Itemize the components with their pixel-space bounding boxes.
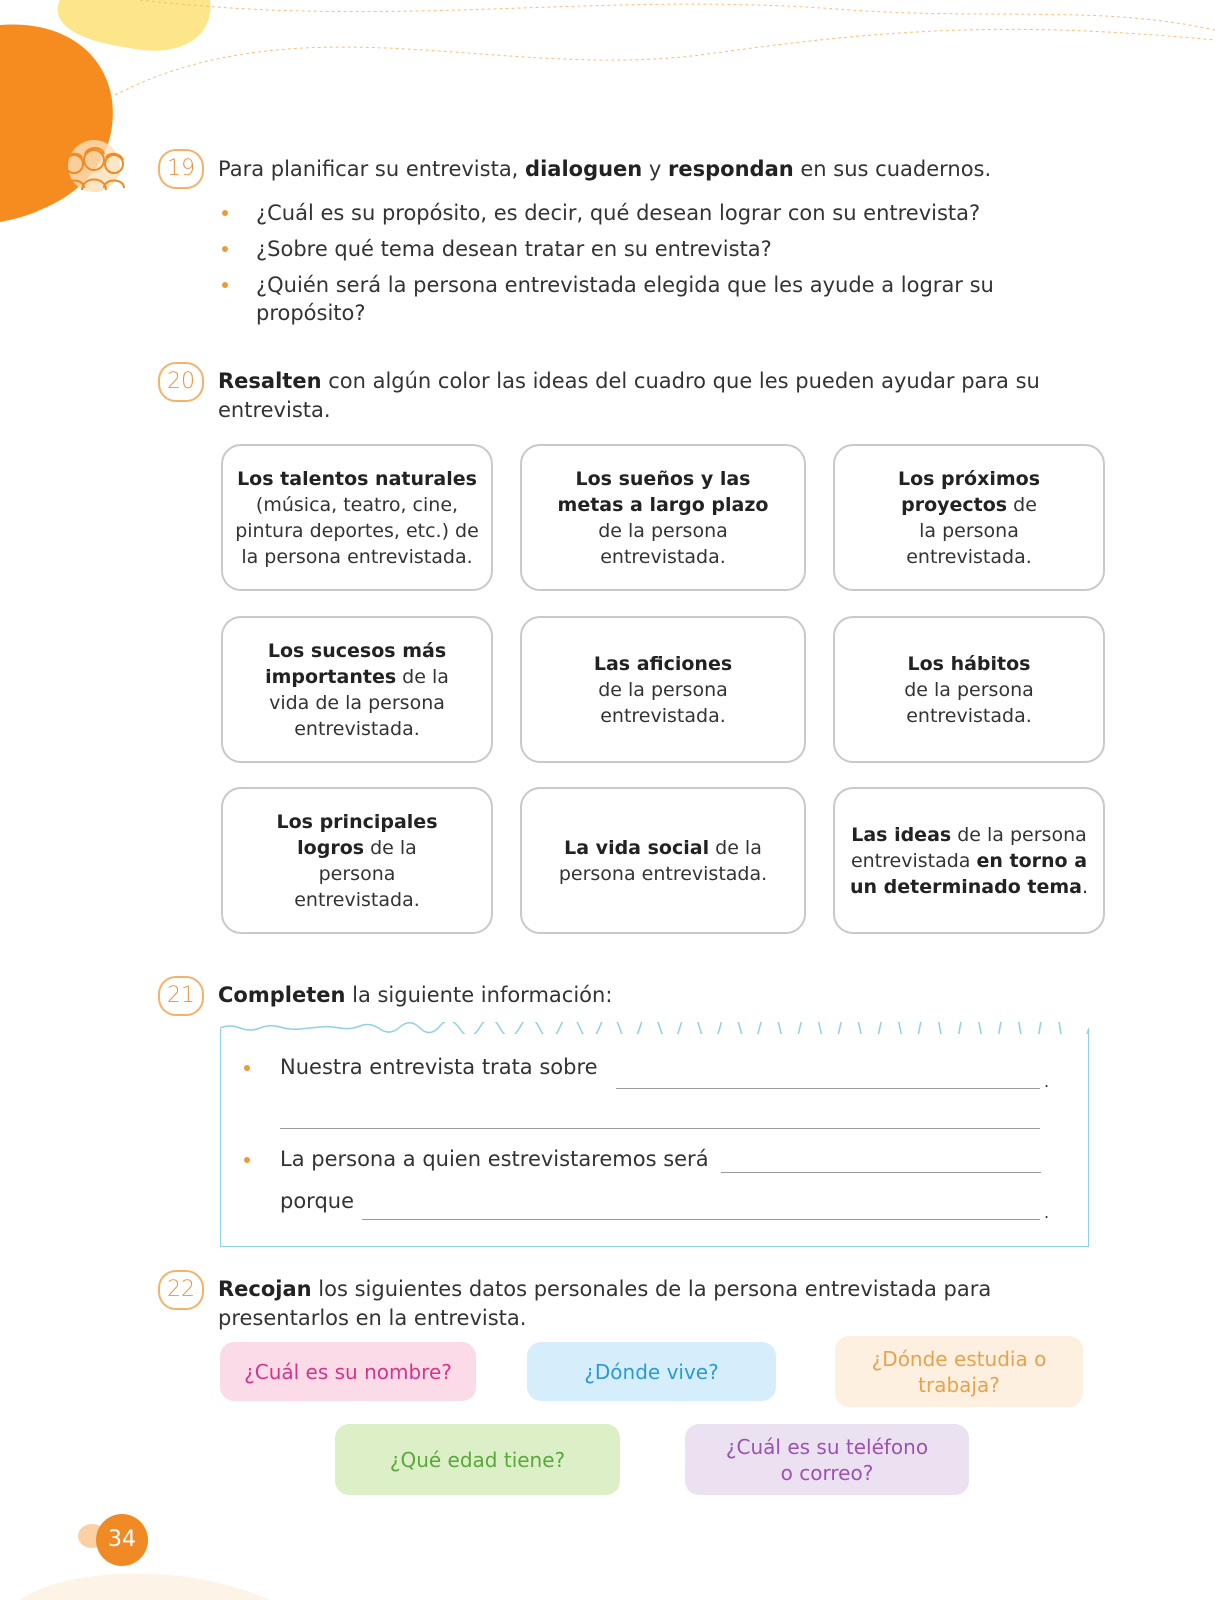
answer-line-topic[interactable] (616, 1088, 1040, 1089)
activity-number-20: 20 (158, 362, 204, 402)
answer-line-because[interactable] (362, 1219, 1040, 1220)
fill-label-person: La persona a quien estrevistaremos será (280, 1147, 709, 1171)
q19-instruction: Para planificar su entrevista, dialoguen y respondan en sus cuadernos. (218, 157, 992, 181)
bullet-dot (244, 1065, 250, 1071)
period: . (1044, 1203, 1050, 1222)
activity-number-21: 21 (158, 976, 204, 1016)
torn-paper-edge (220, 1022, 1089, 1034)
q20-instruction: Resalten con algún color las ideas del cuadro que les pueden ayudar para su entrevista. (218, 369, 1040, 422)
q22-instruction: Recojan los siguientes datos personales de la persona entrevistada para presentarlos en la entrevista. (218, 1277, 992, 1330)
activity-number-19: 19 (158, 149, 204, 189)
idea-card-aficiones[interactable]: Las aficiones de la persona entrevistada. (520, 616, 806, 763)
page-number: 34 (108, 1527, 136, 1552)
period: . (1044, 1072, 1050, 1091)
idea-card-logros[interactable]: Los principales logros de la persona entrevistada. (221, 787, 493, 934)
group-people-icon (52, 140, 136, 198)
list-item: ¿Cuál es su propósito, es decir, qué desean lograr con su entrevista? (220, 199, 1020, 227)
q21-instruction: Completen la siguiente información: (218, 983, 613, 1007)
fill-label-because: porque (280, 1189, 355, 1213)
question-pill-age[interactable]: ¿Qué edad tiene? (335, 1424, 620, 1495)
bottom-decoration (0, 1560, 300, 1600)
idea-card-ideas[interactable]: Las ideas de la persona entrevistada en torno a un determinado tema. (833, 787, 1105, 934)
answer-line-topic-continued[interactable] (280, 1128, 1040, 1129)
list-item: ¿Sobre qué tema desean tratar en su entrevista? (220, 235, 1020, 263)
question-pill-name[interactable]: ¿Cuál es su nombre? (220, 1342, 476, 1401)
corner-decoration (0, 0, 1215, 230)
idea-card-sucesos[interactable]: Los sucesos más importantes de la vida de la persona entrevistada. (221, 616, 493, 763)
idea-card-habitos[interactable]: Los hábitos de la persona entrevistada. (833, 616, 1105, 763)
q19-question-list (220, 199, 1020, 335)
bullet-dot (244, 1157, 250, 1163)
question-pill-study-work[interactable]: ¿Dónde estudia o trabaja? (835, 1336, 1083, 1407)
list-item: ¿Quién será la persona entrevistada elegida que les ayude a lograr su propósito? (220, 271, 1016, 327)
question-pill-address[interactable]: ¿Dónde vive? (527, 1342, 776, 1401)
idea-card-proyectos[interactable]: Los próximos proyectos de la persona entrevistada. (833, 444, 1105, 591)
fill-label-topic: Nuestra entrevista trata sobre (280, 1055, 598, 1079)
idea-card-talentos[interactable]: Los talentos naturales (música, teatro, cine, pintura deportes, etc.) de la persona entrevistada. (221, 444, 493, 591)
question-pill-contact[interactable]: ¿Cuál es su teléfono o correo? (685, 1424, 969, 1495)
activity-number-22: 22 (158, 1270, 204, 1310)
idea-card-suenos[interactable]: Los sueños y las metas a largo plazo de la persona entrevistada. (520, 444, 806, 591)
answer-line-person[interactable] (721, 1172, 1041, 1173)
idea-card-vida-social[interactable]: La vida social de la persona entrevistada. (520, 787, 806, 934)
